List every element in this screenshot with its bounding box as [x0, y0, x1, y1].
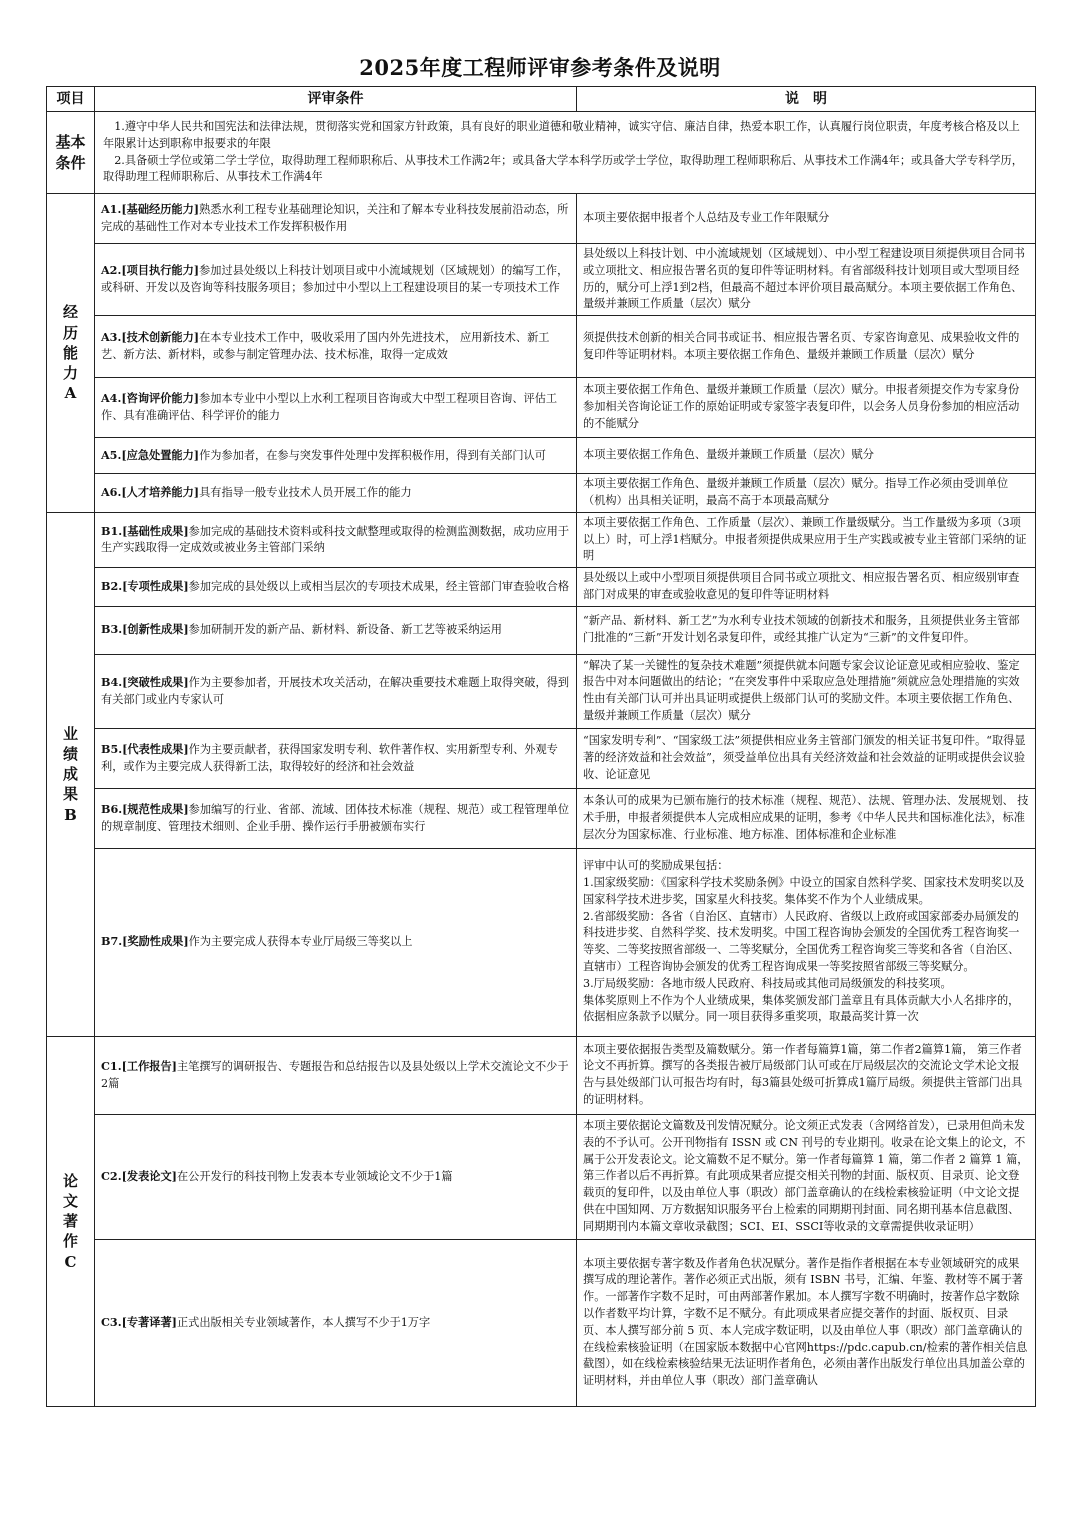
note-cell: “新产品、新材料、新工艺”为水利专业技术领域的创新技术和服务，且须提供业务主管部门批准的“三新”开发计划名录复印件，或经其推广认定为“三新”的文件复印件。	[577, 606, 1036, 654]
table-row	[47, 848, 1036, 1036]
table-row	[47, 512, 1036, 567]
note-cell: 本项主要依据工作角色、量级并兼顾工作质量（层次）赋分。指导工作必须由受训单位（机构）出具相关证明，最高不高于本项最高赋分	[577, 474, 1036, 513]
criteria-label: [代表性成果]	[122, 741, 189, 756]
criteria-label: [创新性成果]	[122, 622, 189, 637]
note-line: 集体奖原则上不作为个人业绩成果，集体奖颁发部门盖章且有具体贡献大小人名排序的，依据相应条款予以赋分。同一项目获得多重奖项，取最高奖计算一次	[583, 993, 1020, 1024]
criteria-code: A6.	[101, 485, 122, 500]
category-char: 业	[62, 724, 78, 743]
basic-item-2: 2.具备硕士学位或第二学士学位，取得助理工程师职称后、从事技术工作满2年；或具备大学本科学历或学士学位，取得助理工程师职称后、从事技术工作满4年；或具备大学专科学历，取得助理工程师职称后、从事技术工作满4年	[103, 153, 1023, 184]
criteria-label: [突破性成果]	[122, 674, 189, 689]
criteria-text: 作为参加者，在参与突发事件处理中发挥积极作用，得到有关部门认可	[199, 448, 546, 462]
category-char: 经	[62, 303, 78, 322]
criteria-code: B4.	[101, 674, 123, 689]
note-cell: 本项主要依据论文篇数及刊发情况赋分。论文须正式发表（含网络首发），已录用但尚未发表的不予认可。公开刊物指有 ISSN 或 CN 刊号的专业期刊。收录在论文集上的论文，不属于公开发表论文。论文篇数不足不赋分。第一作者每篇算 1 篇，第二作者 2 篇算 1 篇，第三作者以后不再折算。有此项成果者应提交相关刊物的封面、版权页、目录页、论文登载页的复印件，以及由单位人事（职改）部门盖章确认的在线检索核验证明（中文论文提供在中国知网、万方数据知识服务平台上检索的同期期刊封面、同名期刊基本信息截图、同期期刊内本篇文章收录截图；SCI、EI、SSCI等收录的文章需提供收录证明）	[577, 1114, 1036, 1239]
table-row	[47, 1036, 1036, 1114]
note-cell: 本项主要依据工作角色、量级并兼顾工作质量（层次）赋分	[577, 438, 1036, 474]
criteria-label: [工作报告]	[121, 1058, 177, 1073]
note-cell	[577, 848, 1036, 1036]
category-char: A	[64, 384, 77, 403]
criteria-code: A2.	[101, 263, 122, 278]
criteria-text: 作为主要贡献者，获得国家发明专利、软件著作权、实用新型专利、外观专利，或作为主要完成人获得新工法，取得较好的经济和社会效益	[101, 742, 558, 773]
table-row	[47, 788, 1036, 848]
table-row	[47, 474, 1036, 513]
criteria-code: A5.	[101, 447, 122, 462]
table-row	[47, 378, 1036, 438]
basic-row	[47, 112, 1036, 194]
criteria-text: 参加本专业中小型以上水利工程项目咨询或大中型工程项目咨询、评估工作、具有准确评估、科学评价的能力	[101, 392, 558, 423]
basic-conditions	[95, 112, 1036, 194]
criteria-cell	[95, 438, 577, 474]
category-cell	[47, 194, 95, 513]
note-cell: 本条认可的成果为已颁布施行的技术标准（规程、规范）、法规、管理办法、发展规划、 技术手册，申报者须提供本人完成相应成果的证明，参考《中华人民共和国标准化法》，标准层次分为国家标准、行业标准、地方标准、团体标准和企业标准	[577, 788, 1036, 848]
category-char: 力	[62, 364, 78, 383]
category-char: 能	[62, 343, 78, 362]
criteria-code: B7.	[101, 934, 123, 949]
criteria-text: 参加完成的基础技术资料或科技文献整理或取得的检测监测数据，成功应用于生产实践取得一定成效或被业务主管部门采纳	[101, 524, 570, 555]
criteria-text: 主笔撰写的调研报告、专题报告和总结报告以及县处级以上学术交流论文不少于2篇	[101, 1059, 569, 1090]
criteria-cell	[95, 512, 577, 567]
table-header-row	[47, 87, 1036, 112]
category-cell	[47, 512, 95, 1036]
criteria-code: A4.	[101, 391, 122, 406]
criteria-label: [发表论文]	[121, 1168, 177, 1183]
criteria-code: B2.	[101, 579, 123, 594]
category-char: 论	[62, 1171, 78, 1190]
note-cell: 本项主要依据申报者个人总结及专业工作年限赋分	[577, 194, 1036, 244]
criteria-code: A1.	[101, 202, 122, 217]
header-project: 项目	[47, 87, 95, 112]
criteria-code: A3.	[101, 330, 122, 345]
category-char: 历	[62, 323, 78, 342]
category-char: 著	[62, 1212, 78, 1231]
criteria-text: 作为主要完成人获得本专业厅局级三等奖以上	[188, 935, 413, 949]
criteria-text: 参加研制开发的新产品、新材料、新设备、新工艺等被采纳运用	[188, 623, 502, 637]
criteria-text: 作为主要参加者，开展技术攻关活动，在解决重要技术难题上取得突破，得到有关部门或业内专家认可	[101, 675, 570, 706]
table-row	[47, 244, 1036, 316]
criteria-label: [基础经历能力]	[121, 202, 200, 217]
criteria-code: C2.	[101, 1168, 122, 1183]
note-line: 1.国家级奖励：《国家科学技术奖励条例》中设立的国家自然科学奖、国家技术发明奖以及国家科学技术进步奖，国家星火科技奖。集体奖不作为个人业绩成果。	[583, 876, 1025, 906]
criteria-code: B3.	[101, 622, 123, 637]
category-cell	[47, 1036, 95, 1406]
criteria-cell	[95, 1036, 577, 1114]
criteria-code: B5.	[101, 741, 123, 756]
criteria-label: [项目执行能力]	[121, 263, 200, 278]
criteria-cell	[95, 568, 577, 607]
criteria-code: B1.	[101, 523, 123, 538]
criteria-cell	[95, 728, 577, 788]
note-line: 3.厅局级奖励：各地市级人民政府、科技局或其他司局级颁发的科技奖项。	[583, 976, 952, 990]
page-title: 2025年度工程师评审参考条件及说明	[359, 55, 721, 80]
note-line: 2.省部级奖励：各省（自治区、直辖市）人民政府、省级以上政府或国家部委办局颁发的科技进步奖、自然科学奖、技术发明奖。中国工程咨询协会颁发的全国优秀工程咨询奖一等奖、二等奖按照省部级一、二等奖赋分，全国优秀工程咨询奖三等奖和各省（自治区、直辖市）工程咨询协会颁发的优秀工程咨询成果一等奖按照省部级三等奖赋分。	[583, 909, 1020, 974]
criteria-text: 具有指导一般专业技术人员开展工作的能力	[199, 486, 412, 500]
category-char: C	[64, 1252, 77, 1271]
note-cell: 须提供技术创新的相关合同书或证书、相应报告署名页、专家咨询意见、成果验收文件的复印件等证明材料。本项主要依据工作角色、量级并兼顾工作质量（层次）赋分	[577, 316, 1036, 378]
note-cell: 本项主要依据报告类型及篇数赋分。第一作者每篇算1篇，第二作者2篇算1篇， 第三作者论文不再折算。撰写的各类报告被厅局级部门认可或在厅局级层次的交流论文学术论文报告与县处级部门认可报告均有时，每3篇县处级可折算成1篇厅局级。须提供主管部门出具的证明材料。	[577, 1036, 1036, 1114]
category-char: 果	[62, 785, 78, 804]
header-criteria: 评审条件	[95, 87, 577, 112]
category-char: B	[64, 805, 77, 824]
note-cell: 本项主要依据专著字数及作者角色状况赋分。著作是指作者根据在本专业领域研究的成果撰写成的理论著作。著作必须正式出版，须有 ISBN 书号，汇编、年鉴、教材等不属于著作。一部著作字数不足时，可由两部著作累加。本人撰写字数不明确时，按著作总字数除以作者数平均计算，字数不足不赋分。有此项成果者应提交著作的封面、版权页、目录页、本人撰写部分前 5 页、本人完成字数证明，以及由单位人事（职改）部门盖章确认的在线检索核验证明（在国家版本数据中心官网https://pdc.capub.cn/检索的著作相关信息截图），如在线检索核验结果无法证明作者角色，必须由著作出版发行单位出具加盖公章的证明材料，并由单位人事（职改）部门盖章确认	[577, 1239, 1036, 1406]
criteria-cell	[95, 244, 577, 316]
criteria-cell	[95, 1239, 577, 1406]
category-char: 成	[62, 765, 78, 784]
criteria-text: 参加过县处级以上科技计划项目或中小流域规划（区域规划）的编写工作，或科研、开发以及咨询等科技服务项目；参加过中小型以上工程建设项目的某一专项技术工作	[101, 264, 569, 295]
note-cell: 本项主要依据工作角色、量级并兼顾工作质量（层次）赋分。申报者须提交作为专家身份参加相关咨询论证工作的原始证明或专家签字表复印件，以会务人员身份参加的相应活动的不能赋分	[577, 378, 1036, 438]
criteria-text: 正式出版相关专业领域著作，本人撰写不少于1万字	[176, 1315, 431, 1329]
table-row	[47, 654, 1036, 728]
category-basic: 基本条件	[47, 112, 95, 194]
header-notes: 说 明	[577, 87, 1036, 112]
criteria-text: 在本专业技术工作中，吸收采用了国内外先进技术， 应用新技术、新工艺、新方法、新材料，或参与制定管理办法、技术标准，取得一定成效	[101, 331, 550, 362]
criteria-label: [人才培养能力]	[121, 485, 200, 500]
table-row	[47, 194, 1036, 244]
criteria-cell	[95, 474, 577, 513]
note-cell: “国家发明专利”、“国家级工法”须提供相应业务主管部门颁发的相关证书复印件。“取得显著的经济效益和社会效益”，须受益单位出具有关经济效益和社会效益的证明或提供会议验收、论证意见	[577, 728, 1036, 788]
table-row	[47, 568, 1036, 607]
criteria-cell	[95, 194, 577, 244]
criteria-label: [奖励性成果]	[122, 934, 189, 949]
criteria-code: B6.	[101, 801, 123, 816]
criteria-cell	[95, 848, 577, 1036]
criteria-text: 在公开发行的科技刊物上发表本专业领域论文不少于1篇	[176, 1169, 453, 1183]
note-cell: 本项主要依据工作角色、工作质量（层次）、兼顾工作量级赋分。当工作量级为多项（3项以上）时，可上浮1档赋分。申报者须提供成果应用于生产实践或被专业主管部门采纳的证明	[577, 512, 1036, 567]
criteria-code: C3.	[101, 1314, 122, 1329]
criteria-label: [应急处置能力]	[121, 447, 200, 462]
criteria-label: [基础性成果]	[122, 523, 189, 538]
criteria-text: 参加编写的行业、省部、流域、团体技术标准（规程、规范）或工程管理单位的规章制度、管理技术细则、企业手册、操作运行手册被颁布实行	[101, 802, 570, 833]
table-row	[47, 728, 1036, 788]
criteria-code: C1.	[101, 1058, 122, 1073]
table-row	[47, 606, 1036, 654]
criteria-cell	[95, 788, 577, 848]
criteria-cell	[95, 378, 577, 438]
criteria-table	[46, 86, 1036, 1407]
criteria-label: [专著译著]	[121, 1314, 177, 1329]
table-row	[47, 438, 1036, 474]
category-char: 文	[62, 1191, 78, 1210]
criteria-label: [咨询评价能力]	[121, 391, 200, 406]
criteria-cell	[95, 654, 577, 728]
criteria-cell	[95, 606, 577, 654]
table-row	[47, 1114, 1036, 1239]
note-cell: “解决了某一关键性的复杂技术难题”须提供就本问题专家会议论证意见或相应验收、鉴定报告中对本问题做出的结论；“在突发事件中采取应急处理措施”须就应急处理措施的实效性由有关部门认可并出具证明或提供上级部门认可的奖励文件。本项主要依据工作角色、量级并兼顾工作质量（层次）赋分	[577, 654, 1036, 728]
table-row	[47, 316, 1036, 378]
criteria-label: [技术创新能力]	[121, 330, 200, 345]
criteria-label: [专项性成果]	[122, 579, 189, 594]
table-row	[47, 1239, 1036, 1406]
criteria-text: 熟悉水利工程专业基础理论知识，关注和了解本专业科技发展前沿动态，所完成的基础性工作对本专业技术工作发挥积极作用	[101, 203, 569, 233]
basic-item-1: 1.遵守中华人民共和国宪法和法律法规，贯彻落实党和国家方针政策，具有良好的职业道德和敬业精神，诚实守信、廉洁自律，热爱本职工作，认真履行岗位职责，年度考核合格及以上年限累计达到职称申报要求的年限	[103, 119, 1020, 150]
criteria-cell	[95, 1114, 577, 1239]
note-cell: 县处级以上科技计划、中小流域规划（区域规划）、中小型工程建设项目须提供项目合同书或立项批文、相应报告署名页的复印件等证明材料。有省部级科技计划项目或大型项目经历的，赋分可上浮1到2档，但最高不超过本评价项目最高赋分。本项主要依据工作角色、量级并兼顾工作质量（层次）赋分	[577, 244, 1036, 316]
note-line: 评审中认可的奖励成果包括：	[583, 859, 729, 873]
category-char: 绩	[62, 744, 78, 763]
criteria-text: 参加完成的县处级以上或相当层次的专项技术成果，经主管部门审查验收合格	[188, 580, 570, 594]
category-char: 作	[62, 1232, 78, 1251]
criteria-cell	[95, 316, 577, 378]
criteria-label: [规范性成果]	[122, 801, 189, 816]
note-cell: 县处级以上或中小型项目须提供项目合同书或立项批文、相应报告署名页、相应级别审查部门对成果的审查或验收意见的复印件等证明材料	[577, 568, 1036, 607]
